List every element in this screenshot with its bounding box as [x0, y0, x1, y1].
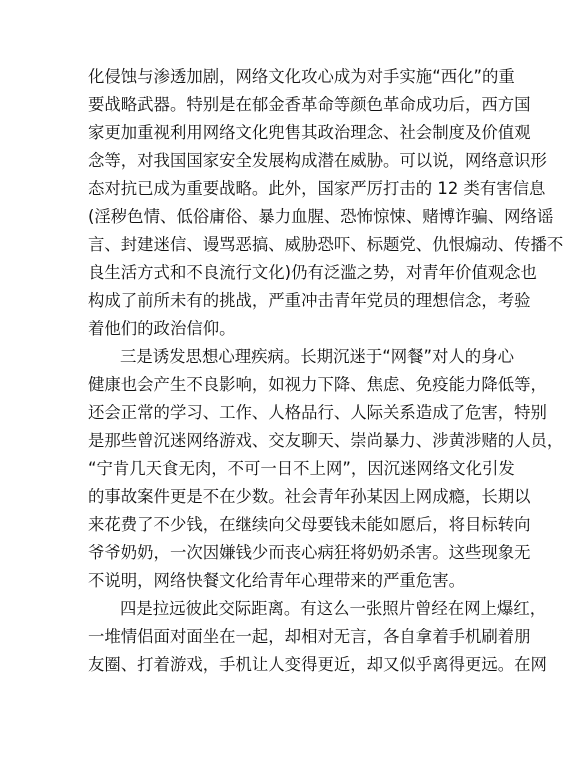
text-line: 来花费了不少钱，在继续向父母要钱未能如愿后，将目标转向: [88, 515, 531, 534]
text-line: 着他们的政治信仰。: [88, 319, 236, 338]
paragraph-3: [88, 595, 547, 679]
text-line: 念等，对我国国家安全发展构成潜在威胁。可以说，网络意识形: [88, 151, 547, 170]
text-line: 言、封建迷信、谩骂恶搞、威胁恐吓、标题党、仇恨煽动、传播不: [88, 235, 564, 254]
text-line: “宁肯几天食无肉，不可一日不上网”，因沉迷网络文化引发: [88, 459, 515, 478]
text-line: (淫秽色情、低俗庸俗、暴力血腥、恐怖惊悚、赌博诈骗、网络谣: [88, 207, 554, 226]
text-line: 家更加重视利用网络文化兜售其政治理念、社会制度及价值观: [88, 123, 531, 142]
text-line: 一堆情侣面对面坐在一起，却相对无言，各自拿着手机刷着朋: [88, 627, 531, 646]
text-line: 四是拉远彼此交际距离。有这么一张照片曾经在网上爆红，: [120, 599, 547, 618]
text-line: 友圈、打着游戏，手机让人变得更近，却又似乎离得更远。在网: [88, 655, 547, 674]
paragraph-2: [88, 343, 564, 595]
text-line: 构成了前所未有的挑战，严重冲击青年党员的理想信念，考验: [88, 291, 531, 310]
text-line: 是那些曾沉迷网络游戏、交友聊天、崇尚暴力、涉黄涉赌的人员，: [88, 431, 564, 450]
text-line: 良生活方式和不良流行文化)仍有泛滥之势，对青年价值观念也: [88, 263, 537, 282]
text-line: 态对抗已成为重要战略。此外，国家严厉打击的 12 类有害信息: [88, 179, 546, 198]
text-line: 爷爷奶奶，一次因嫌钱少而丧心病狂将奶奶杀害。这些现象无: [88, 543, 531, 562]
text-line: 健康也会产生不良影响，如视力下降、焦虑、免疫能力降低等，: [88, 375, 547, 394]
text-line: 的事故案件更是不在少数。社会青年孙某因上网成瘾，长期以: [88, 487, 531, 506]
text-line: 三是诱发思想心理疾病。长期沉迷于“网餐”对人的身心: [120, 347, 514, 366]
text-line: 还会正常的学习、工作、人格品行、人际关系造成了危害，特别: [88, 403, 547, 422]
text-line: 不说明，网络快餐文化给青年心理带来的严重危害。: [88, 571, 465, 590]
text-line: 化侵蚀与渗透加剧，网络文化攻心成为对手实施“西化”的重: [88, 67, 515, 86]
text-line: 要战略武器。特别是在郁金香革命等颜色革命成功后，西方国: [88, 95, 531, 114]
paragraph-1: [88, 63, 564, 343]
